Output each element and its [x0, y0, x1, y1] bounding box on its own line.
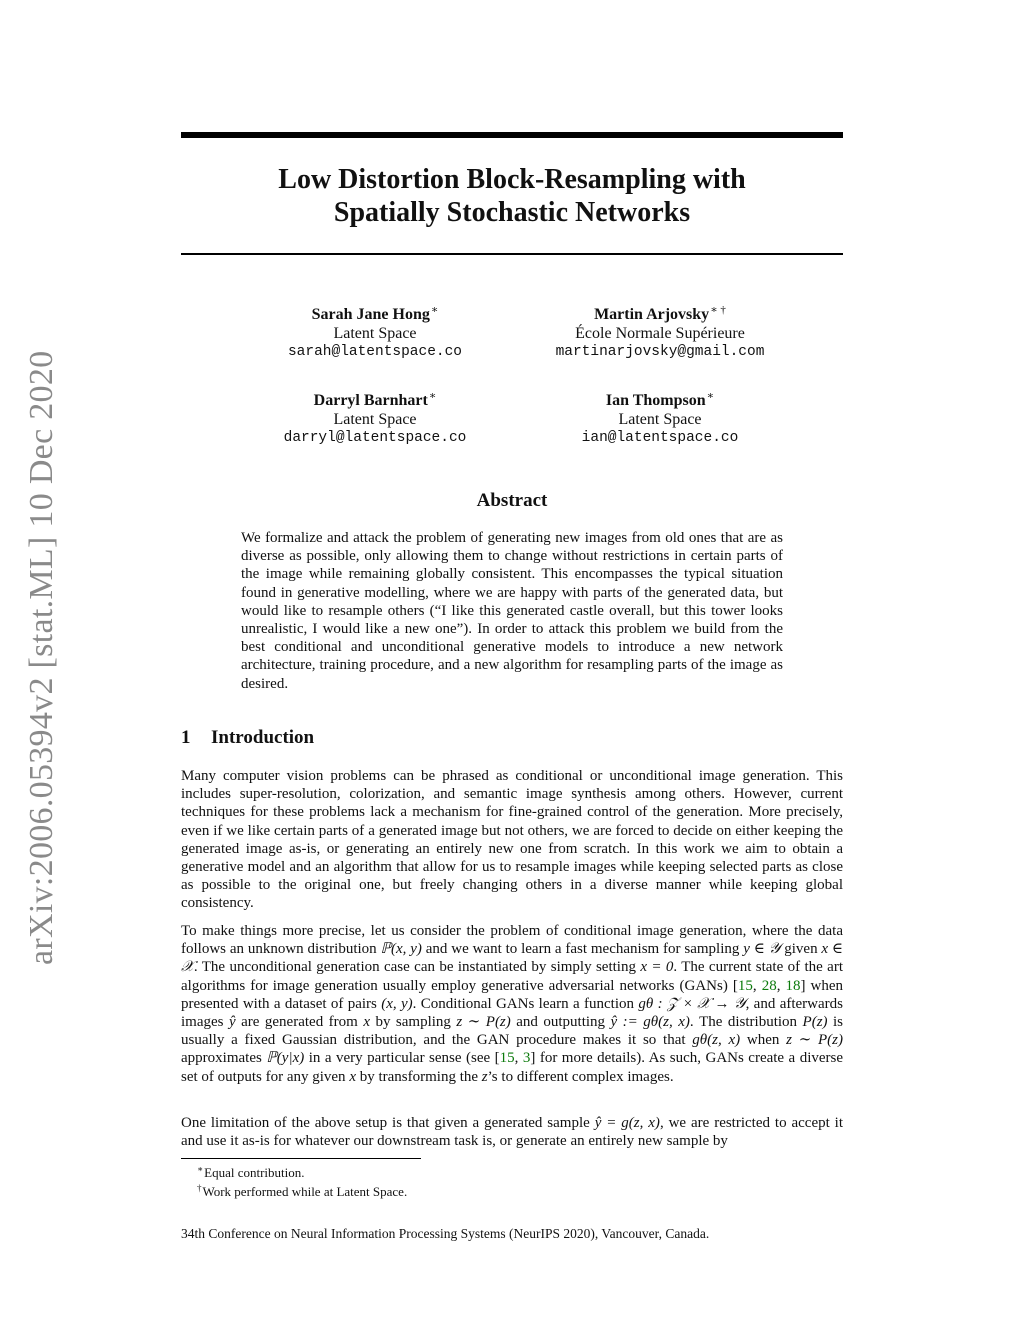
footnote-text: Equal contribution.: [204, 1165, 305, 1180]
section-title: Introduction: [211, 727, 315, 748]
intro-paragraph-3: One limitation of the above setup is that given a generated sample ŷ = g(z, x), we are restricted to accept it and use it as-is for whatever our downstream task is, or generate an entirely new sample by: [181, 1115, 844, 1150]
footnote-mark: †: [197, 1183, 202, 1193]
section-heading: [181, 726, 314, 750]
title-bottom-rule: [181, 253, 843, 255]
author-name: Ian Thompson: [605, 392, 706, 409]
section-number: 1: [181, 727, 191, 748]
venue-note: 34th Conference on Neural Information Processing Systems (NeurIPS 2020), Vancouver, Canada.: [181, 1226, 710, 1241]
title-line-1: Low Distortion Block-Resampling with: [278, 164, 746, 195]
author-affiliation: Latent Space: [333, 411, 417, 428]
author-affiliation: Latent Space: [333, 325, 417, 342]
title-line-2: Spatially Stochastic Networks: [333, 197, 691, 228]
author-block: [210, 301, 540, 362]
author-affiliation: Latent Space: [618, 411, 702, 428]
author-name: Darryl Barnhart: [313, 392, 428, 409]
intro-paragraph-2: To make things more precise, let us consider the problem of conditional image generation, where the data follows an unknown distribution ℙ(x, y) and we want to learn a fast mechanism for sampling y ∈ 𝒴 given x ∈ 𝒳. The unconditional generation case can be instantiated by simply setting x = 0. The current state of the art algorithms for image generation usually employ generative adversarial networks (GANs) [15, 28, 18] when presented with a dataset of pairs (x, y). Conditional GANs learn a function gθ : 𝒵 × 𝒳 → 𝒴, and afterwards images ŷ are generated from x by sampling z ∼ P(z) and outputting ŷ := gθ(z, x). The distribution P(z) is usually a fixed Gaussian distribution, and the GAN procedure makes it so that gθ(z, x) when z ∼ P(z) approximates ℙ(y|x) in a very particular sense (see [15, 3] for more details). As such, GANs create a diverse set of outputs for any given x by transforming the z’s to different complex images.: [181, 923, 844, 1085]
abstract-heading: Abstract: [476, 490, 548, 511]
citation-link[interactable]: 15: [737, 977, 753, 994]
arxiv-identifier: arXiv:2006.05394v2 [stat.ML] 10 Dec 2020: [23, 350, 60, 965]
author-name: Martin Arjovsky: [594, 306, 710, 323]
footnote: [197, 1161, 305, 1181]
citation-link[interactable]: 28: [761, 977, 777, 994]
author-affiliation: École Normale Supérieure: [575, 325, 745, 342]
author-block: [495, 301, 825, 362]
title-top-rule: [181, 132, 843, 138]
author-email[interactable]: sarah@latentspace.co: [287, 344, 463, 360]
footnote: [197, 1180, 407, 1200]
author-marks: ∗: [428, 390, 437, 402]
author-email[interactable]: ian@latentspace.co: [581, 430, 739, 446]
author-email[interactable]: darryl@latentspace.co: [283, 430, 467, 446]
abstract-text: We formalize and attack the problem of generating new images from old ones that are as diverse as possible, only allowing them to change without restrictions in certain parts of the image while remaining globally consistent. This encompasses the typical situation found in generative modelling, where we are happy with parts of the generated data, but would like to resample others (“I like this generated castle overall, but this tower looks unrealistic, I would like a new one”). In order to attack this problem we build from the best conditional and unconditional generative models to introduce a new network architecture, training procedure, and a new algorithm for resampling parts of the image as desired.: [241, 530, 783, 692]
citation-link[interactable]: 18: [785, 977, 801, 994]
paper-title: [181, 163, 843, 229]
citation-link[interactable]: 15: [499, 1050, 515, 1067]
author-marks: ∗: [430, 304, 439, 316]
author-marks: ∗: [706, 390, 715, 402]
author-block: [495, 387, 825, 448]
citation-link[interactable]: 3: [522, 1050, 531, 1067]
author-name: Sarah Jane Hong: [311, 306, 430, 323]
intro-paragraph-1: Many computer vision problems can be phrased as conditional or unconditional image generation. This includes super-resolution, colorization, and semantic image synthesis among others. However, current techniques for these problems lack a mechanism for fine-grained control of the generation. More precisely, even if we like certain parts of a generated image but not others, we are forced to decide on either keeping the generated image as-is, or generating an entirely new one from scratch. In this work we aim to obtain a generative model and an algorithm that allow for us to resample images while keeping selected parts as close as possible to the original one, but freely changing others in a diverse manner while keeping global consistency.: [181, 768, 843, 912]
footnote-mark: ∗: [197, 1164, 204, 1174]
footnote-rule: [181, 1158, 421, 1159]
author-marks: ∗ †: [710, 304, 726, 316]
author-block: [210, 387, 540, 448]
footnote-text: Work performed while at Latent Space.: [202, 1184, 408, 1199]
author-email[interactable]: martinarjovsky@gmail.com: [555, 344, 765, 360]
